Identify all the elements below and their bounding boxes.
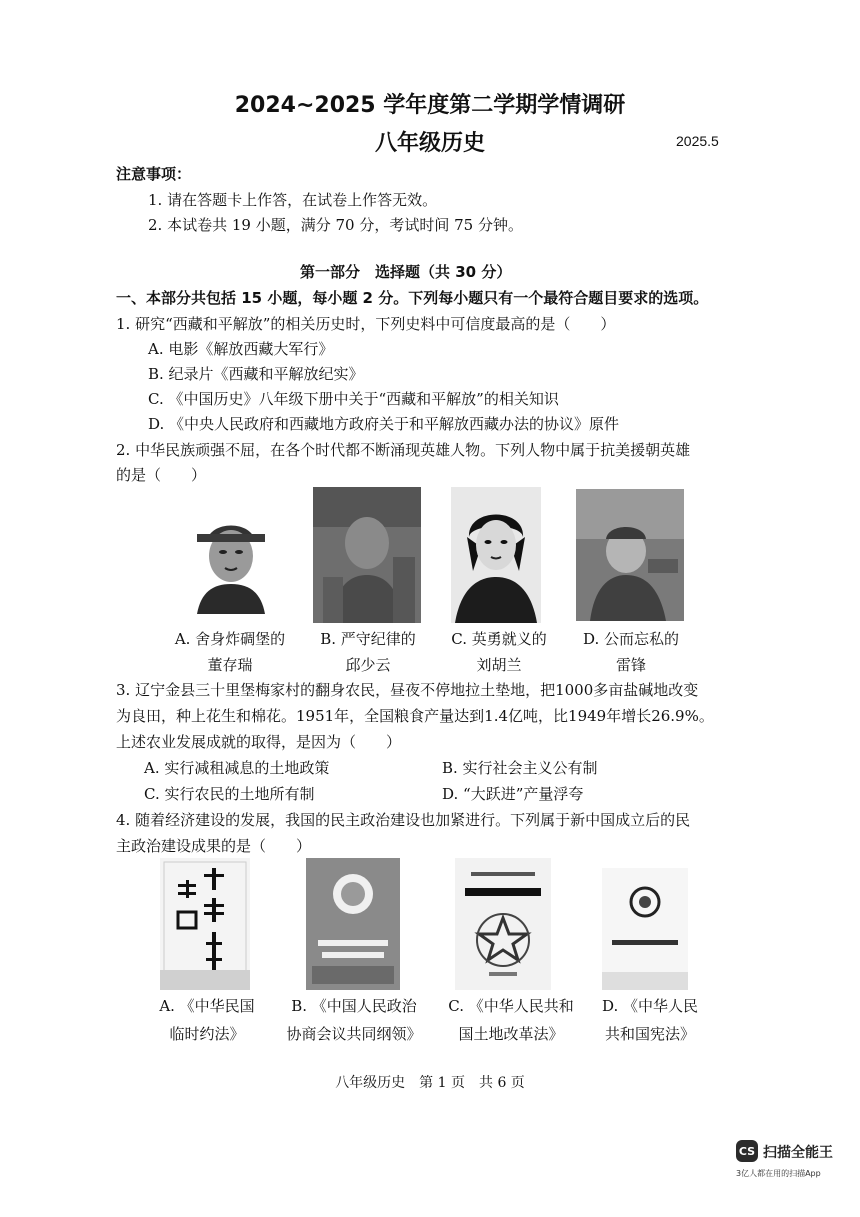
notice-item-1: 1. 请在答题卡上作答，在试卷上作答无效。 — [148, 191, 438, 209]
q1-option-c: C. 《中国历史》八年级下册中关于“西藏和平解放”的相关知识 — [148, 390, 559, 408]
page-footer: 八年级历史 第 1 页 共 6 页 — [335, 1075, 525, 1091]
q2-stem-line2: 的是（ ） — [116, 466, 207, 484]
portrait-photo-c — [451, 487, 541, 623]
q3-option-a: A. 实行减租减息的土地政策 — [144, 759, 330, 777]
part1-instruction: 一、本部分共包括 15 小题，每小题 2 分。下列每小题只有一个最符合题目要求的选项。 — [116, 289, 709, 307]
q2-option-c-line1: C. 英勇就义的 — [451, 630, 547, 648]
document-image-c — [455, 858, 551, 990]
q3-option-c: C. 实行农民的土地所有制 — [144, 785, 315, 803]
q3-option-b: B. 实行社会主义公有制 — [442, 759, 598, 777]
q4-option-a-line2: 临时约法》 — [169, 1025, 245, 1043]
q2-option-b-line2: 邱少云 — [345, 656, 391, 674]
document-image-a — [160, 858, 250, 990]
q3-stem-line3: 上述农业发展成就的取得，是因为（ ） — [116, 733, 402, 751]
q4-stem-line2: 主政治建设成果的是（ ） — [116, 837, 312, 855]
q4-option-c-line1: C. 《中华人民共和 — [448, 997, 574, 1015]
q2-stem-line1: 2. 中华民族顽强不屈，在各个时代都不断涌现英雄人物。下列人物中属于抗美援朝英雄 — [116, 441, 691, 459]
q4-option-a-line1: A. 《中华民国 — [159, 997, 255, 1015]
q2-option-a-line1: A. 舍身炸碉堡的 — [174, 630, 286, 648]
q4-stem-line1: 4. 随着经济建设的发展，我国的民主政治建设也加紧进行。下列属于新中国成立后的民 — [116, 811, 691, 829]
exam-date: 2025.5 — [676, 133, 719, 149]
q2-option-b-line1: B. 严守纪律的 — [320, 630, 416, 648]
q4-option-d-line1: D. 《中华人民 — [601, 997, 699, 1015]
document-image-b — [306, 858, 400, 990]
q1-option-d: D. 《中央人民政府和西藏地方政府关于和平解放西藏办法的协议》原件 — [148, 415, 620, 433]
notice-item-2: 2. 本试卷共 19 小题，满分 70 分，考试时间 75 分钟。 — [148, 216, 523, 234]
portrait-photo-b — [313, 487, 421, 623]
q2-option-c-line2: 刘胡兰 — [476, 656, 522, 674]
q4-option-b-line1: B. 《中国人民政治 — [291, 997, 417, 1015]
camscanner-logo-icon: CS — [736, 1140, 758, 1162]
q1-option-a: A. 电影《解放西藏大军行》 — [148, 340, 334, 358]
part1-heading: 第一部分 选择题（共 30 分） — [300, 263, 512, 281]
document-image-d — [602, 868, 688, 990]
subject-title: 八年级历史 — [374, 131, 485, 156]
notice-heading: 注意事项： — [116, 165, 192, 183]
q4-option-d-line2: 共和国宪法》 — [604, 1025, 695, 1043]
q4-option-c-line2: 国土地改革法》 — [458, 1025, 564, 1043]
exam-title: 2024~2025 学年度第二学期学情调研 — [234, 93, 626, 118]
q1-stem: 1. 研究“西藏和平解放”的相关历史时，下列史料中可信度最高的是（ ） — [116, 315, 616, 333]
q4-option-b-line2: 协商会议共同纲领》 — [286, 1025, 422, 1043]
q2-option-a-line2: 董存瑞 — [207, 656, 253, 674]
q3-option-d: D. “大跃进”产量浮夸 — [442, 785, 584, 803]
q3-stem-line1: 3. 辽宁金县三十里堡梅家村的翻身农民，昼夜不停地拉土垫地，把1000多亩盐碱地改变 — [116, 681, 699, 699]
portrait-photo-d — [576, 489, 684, 621]
brand-tagline: 3亿人都在用的扫描App — [736, 1169, 821, 1178]
q1-option-b: B. 纪录片《西藏和平解放纪实》 — [148, 365, 364, 383]
q2-option-d-line1: D. 公而忘私的 — [582, 630, 680, 648]
q2-option-d-line2: 雷锋 — [615, 656, 646, 674]
q3-stem-line2: 为良田，种上花生和棉花。1951年，全国粮食产量达到1.4亿吨，比1949年增长26.9%。 — [116, 707, 714, 725]
brand-name: 扫描全能王 — [763, 1145, 833, 1161]
portrait-photo-a — [187, 512, 275, 614]
